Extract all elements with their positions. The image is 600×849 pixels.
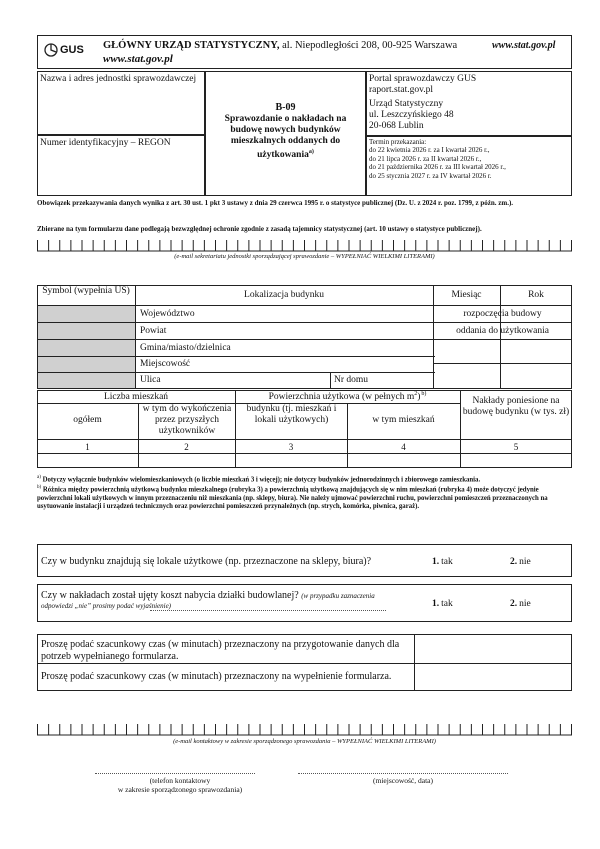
form-title — [208, 114, 363, 161]
portal-info — [369, 74, 476, 132]
form-title-sup: a) — [308, 149, 314, 155]
col-number-4: 4 — [401, 442, 406, 452]
legal-confidentiality: Zbierane na tym formularzu dane podlegają bezwzględnej ochronie zgodnie z zasadą tajemnicy statystycznej (art. 10 ustawy o statystyce publicznej). — [37, 225, 482, 233]
regon-label: Numer identyfikacyjny – REGON — [40, 138, 171, 148]
office-address: al. Niepodległości 208, 00-925 Warszawa — [282, 40, 458, 51]
col-flats-area-header: w tym mieszkań — [372, 415, 435, 425]
time-fill-field[interactable] — [414, 663, 572, 691]
symbol-header: Symbol (wypełnia US) — [42, 286, 130, 296]
question2-text — [41, 591, 391, 611]
area-header-text: Powierzchnia użytkowa (w pełnych m — [268, 392, 415, 403]
website-link-top[interactable]: www.stat.gov.pl — [492, 40, 556, 51]
unit-name-label: Nazwa i adres jednostki sprawozdawczej — [40, 74, 197, 84]
area-header — [235, 391, 460, 402]
area-header-sup: 2 — [414, 391, 418, 397]
office-name: GŁÓWNY URZĄD STATYSTYCZNY, — [103, 40, 280, 51]
location-header: Lokalizacja budynku — [244, 290, 324, 300]
q2-no-label: nie — [519, 599, 531, 609]
symbol-cell-5 — [38, 373, 135, 388]
deadline-q4: do 25 stycznia 2027 r. za IV kwartał 2026 r. — [369, 171, 492, 180]
q1-yes-label: tak — [441, 557, 453, 567]
col-number-2: 2 — [184, 442, 189, 452]
area-header-close: ) — [417, 392, 421, 403]
phone-label: (telefon kontaktowy w zakresie sporządzonego sprawozdania) — [117, 776, 243, 794]
q1-no-num: 2. — [510, 557, 518, 567]
flats-header: Liczba mieszkań — [103, 392, 169, 402]
question2-no-option[interactable] — [510, 599, 531, 609]
deadlines-label: Termin przekazania: — [369, 138, 427, 146]
email-secretariat-caption: (e-mail sekretariatu jednostki sporządzającej sprawozdanie – WYPEŁNIAĆ WIELKIMI LITERAMI) — [174, 253, 435, 260]
form-title-text: Sprawozdanie o nakładach na budowę nowych budynków mieszkalnych oddanych do użytkowania — [224, 114, 347, 161]
locality-field[interactable]: Miejscowość — [140, 359, 191, 369]
col-number-5: 5 — [513, 442, 519, 452]
question2-yes-option[interactable] — [432, 599, 453, 609]
handover-month-year-field[interactable] — [433, 339, 572, 389]
office-line1: Urząd Statystyczny — [369, 99, 444, 109]
handover-label: oddania do użytkowania — [456, 326, 549, 336]
phone-field[interactable] — [95, 773, 255, 774]
form-code: B-09 — [275, 102, 296, 113]
question1-yes-option[interactable] — [432, 557, 453, 567]
portal-label: Portal sprawozdawczy GUS — [369, 74, 477, 84]
office-line3: 20-068 Lublin — [369, 121, 424, 131]
question2-main: Czy w nakładach został ujęty koszt nabycia działki budowlanej? — [41, 590, 299, 601]
deadline-q2: do 21 lipca 2026 r. za II kwartał 2026 r., — [369, 154, 482, 163]
deadline-q1: do 22 kwietnia 2026 r. za I kwartał 2026 r., — [369, 146, 490, 155]
q1-no-label: nie — [519, 557, 531, 567]
month-header: Miesiąc — [451, 290, 482, 300]
footnote-b — [37, 484, 572, 512]
symbol-cell-4 — [38, 357, 135, 372]
col-disabled-header: w tym do wykończenia przez przyszłych użytkowników — [142, 404, 232, 436]
deadlines — [369, 138, 506, 180]
time-prep-text: Proszę podać szacunkowy czas (w minutach) przeznaczony na przygotowanie danych dla potrzeb wypełnianego formularza. — [41, 639, 400, 662]
data-input-row[interactable] — [37, 453, 572, 468]
question2-explanation-field[interactable] — [150, 610, 386, 611]
place-date-field[interactable] — [298, 773, 508, 774]
house-number-label: Nr domu — [334, 375, 369, 385]
time-fill-text: Proszę podać szacunkowy czas (w minutach) przeznaczony na wypełnienie formularza. — [41, 671, 392, 682]
q2-yes-label: tak — [441, 599, 453, 609]
symbol-cell-2 — [38, 323, 135, 339]
footnote-b-mark: b) — [37, 485, 42, 490]
col-total-header: ogółem — [73, 415, 102, 425]
costs-header: Nakłady poniesione na budowę budynku (w tys. zł) — [462, 396, 570, 417]
time-prep-field[interactable] — [414, 634, 572, 664]
question2-note: (w przypadku zaznaczenia odpowiedzi „nie” prosimy podać wyjaśnienie) — [41, 592, 375, 610]
email-contact-field[interactable] — [37, 722, 572, 736]
footnote-a-mark: a) — [37, 475, 41, 480]
email-contact-caption: (e-mail kontaktowy w zakresie sporządzonego sprawozdania – WYPEŁNIAĆ WIELKIMI LITERAMI) — [173, 738, 436, 745]
office-line2: ul. Leszczyńskiego 48 — [369, 110, 454, 120]
col-number-3: 3 — [288, 442, 294, 452]
deadline-q3: do 21 października 2026 r. za III kwartał 2026 r., — [369, 163, 506, 172]
municipality-field[interactable]: Gmina/miasto/dzielnica — [140, 343, 231, 353]
q2-no-num: 2. — [510, 599, 518, 609]
gus-logo-icon — [44, 43, 58, 59]
street-field[interactable]: Ulica — [140, 375, 161, 385]
q2-yes-num: 1. — [432, 599, 440, 609]
footnote-a-text-bold: Dotyczy wyłącznie budynków wielomieszkaniowych (o liczbie mieszkań 3 i więcej); nie dotyczy budynków jednorodzinnych i zbiorowego zamieszkania. — [42, 476, 481, 484]
gus-logo-text: GUS — [60, 44, 84, 56]
col-number-1: 1 — [85, 442, 90, 452]
voivodeship-field[interactable]: Województwo — [140, 309, 195, 319]
start-label: rozpoczęcia budowy — [463, 309, 542, 319]
col-building-header: budynku (tj. mieszkań i lokali użytkowych) — [246, 404, 337, 425]
place-date-label: (miejscowość, data) — [373, 776, 433, 785]
office-heading — [103, 40, 457, 51]
question1-no-option[interactable] — [510, 557, 531, 567]
email-secretariat-field[interactable] — [37, 238, 572, 252]
symbol-cell-1 — [38, 306, 135, 322]
question1-text: Czy w budynku znajdują się lokale użytkowe (np. przeznaczone na sklepy, biura)? — [41, 556, 372, 567]
year-header: Rok — [528, 290, 544, 300]
symbol-cell-3 — [38, 340, 135, 356]
portal-url[interactable]: raport.stat.gov.pl — [369, 85, 434, 95]
website-link[interactable]: www.stat.gov.pl — [103, 53, 173, 65]
legal-obligation: Obowiązek przekazywania danych wynika z art. 30 ust. 1 pkt 3 ustawy z dnia 29 czerwca 1995 r. o statystyce publicznej (Dz. U. z 2024 r. poz. 1799, z późn. zm.). — [37, 199, 514, 207]
q1-yes-num: 1. — [432, 557, 440, 567]
county-field[interactable]: Powiat — [140, 326, 167, 336]
footnote-b-text: Różnica między powierzchnią użytkową budynku mieszkalnego (rubryka 3) a powierzchnią użytkową znajdujących się w nim mieszkań (rubryka 4) może dotyczyć jedynie powierzchni lokali użytkowych w innym przeznaczeniu niż mieszkania (np. sklepy, biura). Nie należy ujmować powierzchni ruchu, powierzchni pomieszczeń przeznaczonych na usytuowanie instalacji i urządzeń technicznych oraz powierzchni pomieszczeń przynależnych (np. strych, komórka, piwnica, garaż). — [37, 486, 548, 511]
area-header-note: b) — [421, 391, 427, 397]
